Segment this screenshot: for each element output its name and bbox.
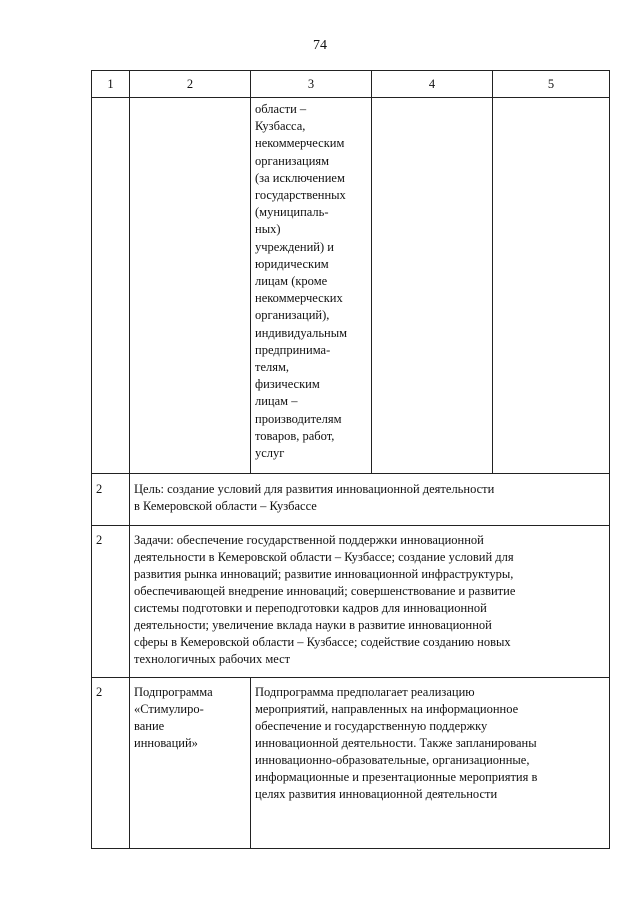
text-line: лицам (кроме — [255, 274, 328, 289]
text-line: Задачи: обеспечение государственной поддержки инновационной — [134, 533, 484, 547]
text-line: системы подготовки и переподготовки кадров для инновационной — [134, 601, 487, 615]
text-line: Подпрограмма — [134, 685, 213, 699]
text-line: некоммерческих — [255, 291, 343, 306]
table-header-row — [92, 71, 610, 98]
text-line: Цель: создание условий для развития инновационной деятельности — [134, 482, 495, 496]
column-number-2: 2 — [130, 71, 251, 98]
text-line: технологичных рабочих мест — [134, 652, 291, 666]
goal-text — [130, 474, 610, 526]
row-number: 2 — [92, 526, 130, 678]
cell-empty — [372, 98, 493, 474]
recipients-cell — [251, 98, 372, 474]
text-line: организаций), — [255, 308, 330, 323]
text-line: услуг — [255, 446, 285, 461]
text-line: инновационной деятельности. Также запланированы — [255, 736, 537, 750]
table-row-goal — [92, 474, 610, 526]
column-number-5: 5 — [493, 71, 610, 98]
text-line: юридическим — [255, 256, 329, 271]
text-line: (муниципаль- — [255, 205, 329, 220]
text-line: физическим — [255, 377, 320, 392]
text-line: лицам – — [255, 394, 298, 409]
text-line: сферы в Кемеровской области – Кузбассе; содействие созданию новых — [134, 635, 511, 649]
text-line: целях развития инновационной деятельности — [255, 787, 498, 801]
tasks-text — [130, 526, 610, 678]
text-line: Кузбасса, — [255, 119, 306, 134]
column-number-3: 3 — [251, 71, 372, 98]
subprogram-name — [130, 678, 251, 849]
row-number: 2 — [92, 474, 130, 526]
row-number: 2 — [92, 678, 130, 849]
text-line: телям, — [255, 360, 290, 375]
text-line: товаров, работ, — [255, 428, 335, 443]
text-line: деятельности; увеличение вклада науки в развитие инновационной — [134, 618, 492, 632]
table-row-subprogram — [92, 678, 610, 849]
text-line: учреждений) и — [255, 239, 334, 254]
page-number: 74 — [313, 38, 327, 53]
text-line: Подпрограмма предполагает реализацию — [255, 685, 475, 699]
table-row-tasks — [92, 526, 610, 678]
text-line: производителям — [255, 411, 342, 426]
text-line: в Кемеровской области – Кузбассе — [134, 499, 317, 513]
text-line: индивидуальным — [255, 325, 348, 340]
text-line: области – — [255, 102, 307, 116]
table-row-continuation — [92, 98, 610, 474]
text-line: мероприятий, направленных на информационное — [255, 702, 519, 716]
text-line: развития рынка инноваций; развитие инновационной инфраструктуры, — [134, 567, 514, 581]
text-line: предпринима- — [255, 342, 331, 357]
text-line: инноваций» — [134, 736, 198, 750]
programme-table — [91, 70, 610, 849]
text-line: вание — [134, 719, 165, 733]
text-line: деятельности в Кемеровской области – Кузбассе; создание условий для — [134, 550, 514, 564]
text-line: некоммерческим — [255, 136, 345, 151]
text-line: «Стимулиро- — [134, 702, 204, 716]
column-number-4: 4 — [372, 71, 493, 98]
text-line: обеспечивающей внедрение инноваций; совершенствование и развитие — [134, 584, 516, 598]
column-number-1: 1 — [92, 71, 130, 98]
text-line: информационные и презентационные мероприятия в — [255, 770, 538, 784]
text-line: ных) — [255, 222, 281, 237]
text-line: обеспечение и государственную поддержку — [255, 719, 488, 733]
cell-empty — [493, 98, 610, 474]
cell-empty — [92, 98, 130, 474]
cell-empty — [130, 98, 251, 474]
text-line: (за исключением — [255, 170, 345, 185]
text-line: государственных — [255, 188, 346, 203]
subprogram-description — [251, 678, 610, 849]
text-line: организациям — [255, 153, 330, 168]
text-line: инновационно-образовательные, организационные, — [255, 753, 530, 767]
